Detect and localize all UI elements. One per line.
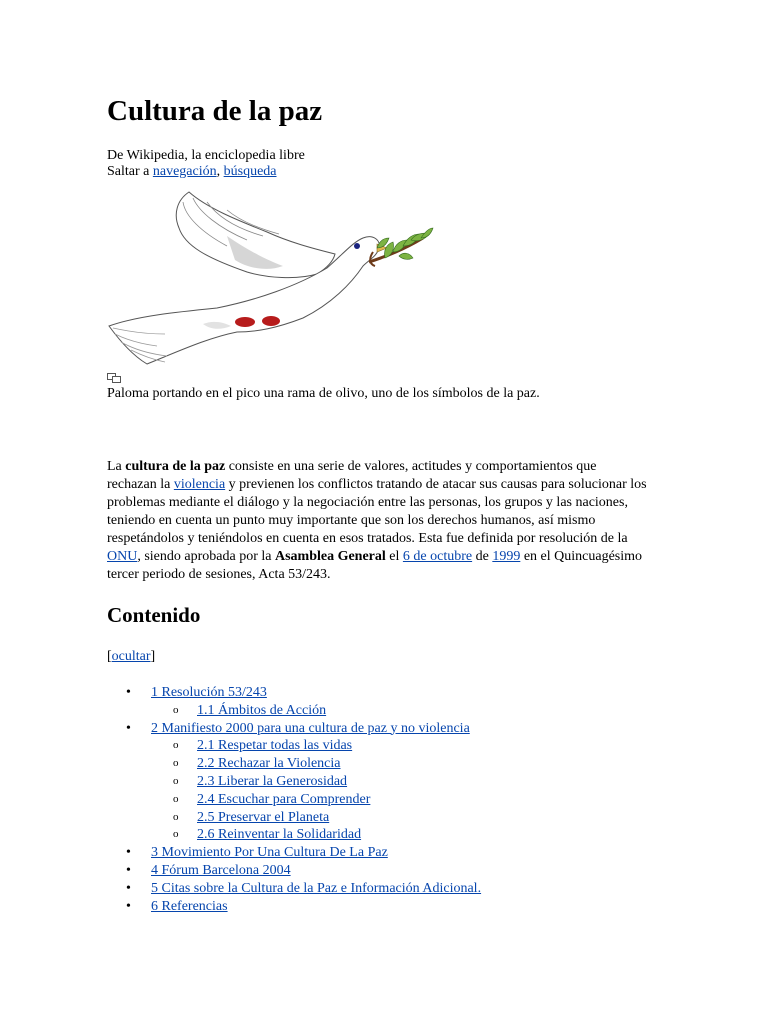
toc-item	[107, 844, 481, 862]
toc-item	[107, 791, 481, 809]
circle-bullet-icon: o	[173, 810, 179, 823]
page-title: Cultura de la paz	[107, 95, 323, 127]
violencia-link[interactable]: violencia	[173, 477, 226, 492]
toc-item	[107, 720, 481, 738]
toc-link[interactable]: 2.6 Reinventar la Solidaridad	[197, 827, 362, 843]
site-tagline: De Wikipedia, la enciclopedia libre	[107, 148, 305, 163]
jump-to-navigation-link[interactable]: navegación	[152, 164, 217, 179]
toc-item	[107, 862, 481, 880]
intro-bold-term: cultura de la paz	[125, 459, 226, 474]
toc-heading: Contenido	[107, 603, 201, 627]
bullet-icon: •	[126, 862, 131, 878]
toc-item	[107, 755, 481, 773]
date-link[interactable]: 6 de octubre	[402, 549, 473, 564]
bullet-icon: •	[126, 720, 131, 736]
toc-link[interactable]: 2.3 Liberar la Generosidad	[197, 773, 348, 789]
circle-bullet-icon: o	[173, 739, 179, 752]
toc-link[interactable]: 1 Resolución 53/243	[151, 685, 267, 700]
jump-links	[107, 163, 277, 181]
circle-bullet-icon: o	[173, 703, 179, 716]
jump-to-search-link[interactable]: búsqueda	[223, 164, 277, 179]
toc-link[interactable]: 1.1 Ámbitos de Acción	[197, 702, 327, 718]
circle-bullet-icon: o	[173, 774, 179, 787]
intro-text: y previenen los conflictos tratando de atacar sus causas para solucionar los problemas mediante el diálogo y la negociación entre las personas, los grupos y las naciones, teniendo en cuenta un punto muy importante que son los derechos humanos, así mismo respetándolos y teniéndolos en cuenta en esos tratados. Esta fue definida por resolución de la	[107, 477, 647, 546]
circle-bullet-icon: o	[173, 757, 179, 770]
intro-text: en el Quincuagésimo tercer periodo de sesiones, Acta 53/243.	[107, 549, 643, 582]
toc-item	[107, 737, 481, 755]
image-caption: Paloma portando en el pico una rama de olivo, uno de los símbolos de la paz.	[107, 386, 540, 401]
toggle-bracket: [	[107, 649, 112, 664]
year-link[interactable]: 1999	[492, 549, 521, 564]
toc-item	[107, 702, 481, 720]
toc-link[interactable]: 6 Referencias	[151, 898, 228, 914]
toc-item	[107, 809, 481, 827]
intro-text: de	[472, 549, 493, 564]
circle-bullet-icon: o	[173, 792, 179, 805]
olive-leaves	[377, 228, 433, 259]
bullet-icon: •	[126, 685, 131, 700]
onu-link[interactable]: ONU	[107, 549, 138, 564]
toc-item	[107, 773, 481, 791]
toc-hide-link[interactable]: ocultar	[111, 649, 151, 664]
toc-link[interactable]: 2.1 Respetar todas las vidas	[197, 738, 353, 754]
intro-text: el	[385, 549, 403, 564]
bullet-icon: •	[126, 880, 131, 896]
jump-prefix: Saltar a	[107, 164, 153, 179]
toc-link[interactable]: 2.4 Escuchar para Comprender	[197, 791, 371, 807]
toc-item	[107, 826, 481, 844]
toc-item	[107, 880, 481, 898]
toc-item	[107, 684, 481, 702]
intro-bold-term: Asamblea General	[274, 549, 386, 564]
toc-link[interactable]: 2 Manifiesto 2000 para una cultura de paz y no violencia	[151, 720, 470, 736]
toc-link[interactable]: 4 Fórum Barcelona 2004	[151, 862, 291, 878]
dove-foot	[262, 316, 280, 326]
toc-link[interactable]: 2.5 Preservar el Planeta	[197, 809, 330, 825]
jump-separator: ,	[216, 164, 224, 179]
toc-list	[107, 684, 481, 915]
intro-text: La	[107, 459, 126, 474]
toc-link[interactable]: 5 Citas sobre la Cultura de la Paz e Información Adicional.	[151, 880, 482, 896]
intro-text: , siendo aprobada por la	[137, 549, 275, 564]
bullet-icon: •	[126, 898, 131, 914]
dove-eye	[354, 243, 360, 249]
toc-toggle	[107, 648, 155, 666]
dove-foot	[235, 317, 255, 327]
bullet-icon: •	[126, 845, 131, 861]
dove-image[interactable]	[107, 188, 437, 368]
toggle-bracket: ]	[150, 649, 156, 664]
intro-text: consiste en una serie de valores, actitudes y comportamientos que rechazan la	[107, 459, 597, 492]
magnify-icon[interactable]	[107, 373, 121, 383]
circle-bullet-icon: o	[173, 828, 179, 841]
toc-link[interactable]: 3 Movimiento Por Una Cultura De La Paz	[151, 845, 388, 861]
toc-item	[107, 898, 481, 916]
toc-link[interactable]: 2.2 Rechazar la Violencia	[197, 756, 341, 772]
intro-paragraph	[107, 458, 647, 584]
